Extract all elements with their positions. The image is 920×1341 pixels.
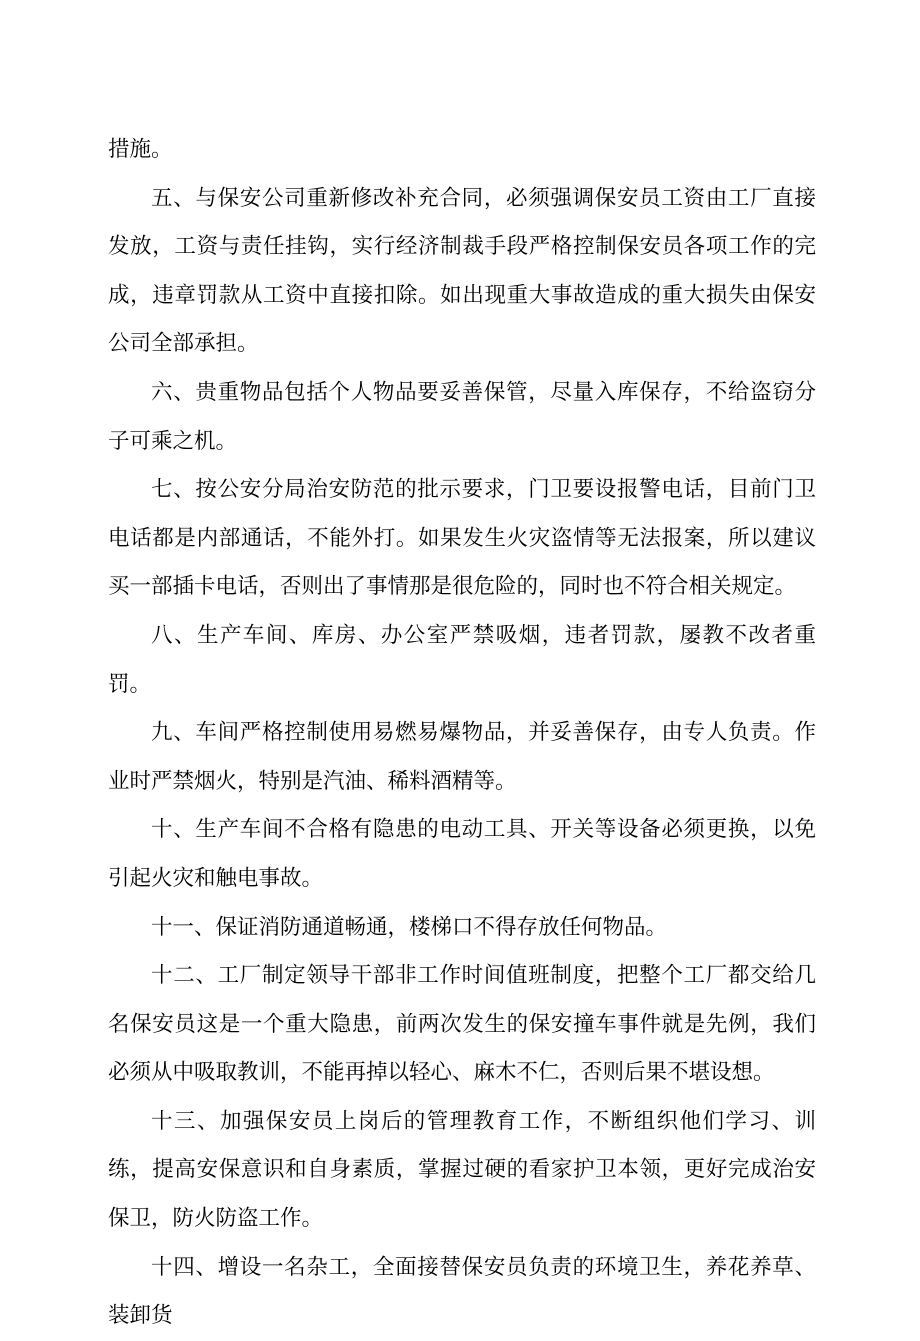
paragraph-item-5: 五、与保安公司重新修改补充合同，必须强调保安员工资由工厂直接发放，工资与责任挂钩，实行经济制裁手段严格控制保安员各项工作的完成，违章罚款从工资中直接扣除。如出现重大事故造成的重大损失由保安公司全部承担。 [108,185,816,357]
paragraph-item-13: 十三、加强保安员上岗后的管理教育工作，不断组织他们学习、训练，提高安保意识和自身素质，掌握过硬的看家护卫本领，更好完成治安保卫，防火防盗工作。 [108,1108,816,1232]
paragraph-item-11: 十一、保证消防通道畅通，楼梯口不得存放任何物品。 [151,914,668,940]
paragraph-item-6: 六、贵重物品包括个人物品要妥善保管，尽量入库保存，不给盗窃分子可乘之机。 [108,379,816,454]
paragraph-item-10: 十、生产车间不合格有隐患的电动工具、开关等设备必须更换，以免引起火灾和触电事故。 [108,817,816,891]
paragraph-item-14: 十四、增设一名杂工，全面接替保安员负责的环境卫生，养花养草、装卸货 [108,1254,816,1329]
paragraph-item-9: 九、车间严格控制使用易燃易爆物品，并妥善保存，由专人负责。作业时严禁烟火，特别是汽油、稀料酒精等。 [108,720,816,794]
paragraph-continuation: 措施。 [108,137,173,162]
document-page [108,126,816,1341]
paragraph-item-8: 八、生产车间、库房、办公室严禁吸烟，违者罚款，屡教不改者重罚。 [108,622,816,697]
paragraph-item-12: 十二、工厂制定领导干部非工作时间值班制度，把整个工厂都交给几名保安员这是一个重大隐患，前两次发生的保安撞车事件就是先例，我们必须从中吸取教训，不能再掉以轻心、麻木不仁，否则后果不堪设想。 [108,963,816,1086]
paragraph-item-7: 七、按公安分局治安防范的批示要求，门卫要设报警电话，目前门卫电话都是内部通话，不能外打。如果发生火灾盗情等无法报案，所以建议买一部插卡电话，否则出了事情那是很危险的，同时也不符合相关规定。 [108,477,816,600]
